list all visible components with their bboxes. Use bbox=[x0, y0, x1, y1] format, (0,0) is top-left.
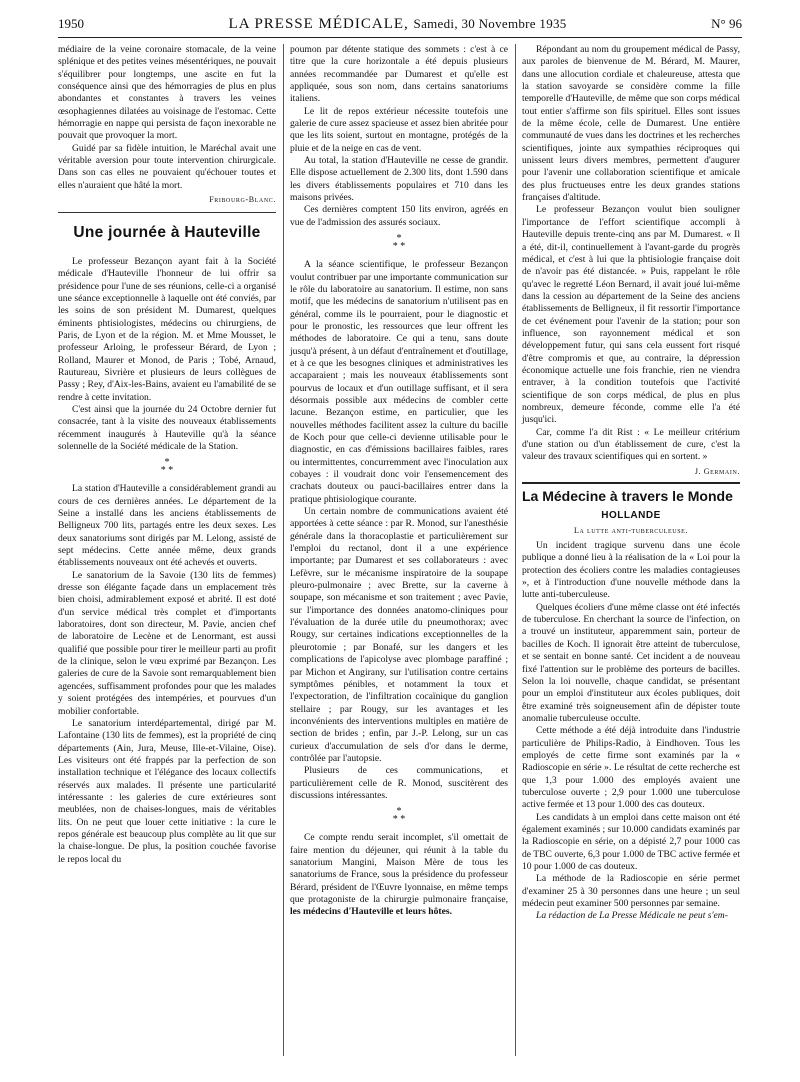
paragraph: Les candidats à un emploi dans cette maison ont été également examinés ; sur 10.000 candidats examinés par la Radioscopie en série, on a dépisté 2,7 pour 1000 cas de TBC ouverte, 6,3 pour 1.000 de TBC active fermée et 10 pour 1.000 de cas douteux. bbox=[522, 811, 740, 872]
paragraph: Quelques écoliers d'une même classe ont été infectés de tuberculose. En cherchant la source de l'infection, on a trouvé un instituteur, apparemment sain, porteur de bacilles de Koch. Il ignorait être atteint de tuberculose, et se sentait en bonne santé. Cet incident a de nouveau fixé l'attention sur le problème des porteurs de bacilles. Selon la loi nouvelle, chaque candidat, se présentant pour un emploi d'instituteur aux écoles publiques, doit être examiné très soigneusement afin de dépister toute anomalie tuberculeuse occulte. bbox=[522, 601, 740, 724]
paragraph: Le sanatorium interdépartemental, dirigé par M. Lafontaine (130 lits de femmes), est la propriété de cinq départements (Ain, Jura, Meuse, Ille-et-Vilaine, Oise). Les visiteurs ont été frappés par la perfection de son installation technique et l'élégance des locaux collectifs réservés aux malades. Il présente une particularité intéressante : les galeries de cure extérieures sont meublées, non de chaises-longues, mais de véritables lits. On ne peut que louer cette initiative : la cure le repos générale est beaucoup plus complète au lit que sur la chaise-longue. De plus, la position couchée favorise le repos local du bbox=[58, 717, 276, 865]
author-signature: Fribourg-Blanc. bbox=[209, 195, 276, 205]
paragraph: A la séance scientifique, le professeur Bezançon voulut contribuer par une importante communication sur le rôle du laboratoire au sanatorium. Il estime, non sans motif, que les médecins de sanatorium n'utilisent pas en général, comme ils le pourraient, pour le diagnostic et pour le pronostic, les ressources que leur offrent les méthodes de laboratoire. Ce qui a tenu, sans doute jusqu'à présent, à un défaut d'entraînement et d'outillage, et à ce que les besognes cliniques et administratives les accaparaient ; mais les nouveaux établissements sont pourvus de locaux et d'un outillage suffisant, et il sera désormais possible aux médecins de combler cette lacune. Bezançon estime, en particulier, que les nouvelles méthodes facilitent assez la culture du bacille de Koch pour que celle-ci devienne utilisable pour le diagnostic, en cas d'émissions bacillaires faibles, rares ou intermittentes, concurremment avec l'inoculation aux cobayes : il voudrait donc voir l'ensemencement des crachats douteux ou pauci-bacillaires entrer dans la pratique phtisiologique courante. bbox=[290, 259, 508, 505]
paragraph: Le professeur Bezançon voulut bien souligner l'importance de l'effort scientifique accompli à Hauteville depuis trente-cinq ans par M. Dumarest. « Il a été, dit-il, continuellement à l'avant-garde du progrès médical, et c'est à lui que la phtisiologie française doit de n'avoir pas été distancée. » Puis, rappelant le rôle qu'avec le regretté Léon Bernard, il avait joué lui-même dans la cession au département de la Seine des anciens établissements de Belligneux, il fit ressortir l'importance de cet événement pour l'avenir de la station; pour son influence, son rayonnement médical et son développement futur, qui sans cela eussent fort risqué d'être compromis et que, au contraire, la dépression économique actuelle une fois franchie, rien ne viendra entraver, à la condition toutefois que l'activité scientifique de son corps médical, de plus en plus nombreux, demeure féconde, comme elle l'a été jusqu'ici. bbox=[522, 204, 740, 426]
paragraph: Ces dernières comptent 150 lits environ, agréés en vue de l'admission des assurés sociaux. bbox=[290, 204, 508, 228]
section-headline: La Médecine à travers le Monde bbox=[522, 488, 733, 505]
section-stars: * * * bbox=[392, 806, 406, 826]
author-signature: J. Germain. bbox=[694, 466, 740, 476]
paragraph: Un incident tragique survenu dans une école publique a donné lieu à la réalisation de la « Loi pour la protection des écoliers contre les maladies contagieuses », et à l'introduction d'une nouvelle méthode dans la lutte anti-tuberculeuse. bbox=[522, 540, 740, 601]
paragraph: Guidé par sa fidèle intuition, le Maréchal avait une véritable aversion pour toute intervention chirurgicale. Dans son cas elles ne pouvaient qu'échouer toutes et elles n'auraient que hâté la mort. bbox=[58, 142, 276, 191]
column-divider bbox=[515, 44, 516, 1056]
paragraph: C'est ainsi que la journée du 24 Octobre dernier fut consacrée, tant à la visite des nouveaux établissements récemment inaugurés à Hauteville qu'à la séance solennelle de la Société médicale de la Station. bbox=[58, 403, 276, 452]
paragraph: La rédaction de La Presse Médicale ne peut s'em- bbox=[536, 910, 728, 922]
article-subtitle: La lutte anti-tuberculeuse. bbox=[573, 525, 689, 535]
paragraph: Plusieurs de ces communications, et particulièrement celle de R. Monod, suscitèrent des discussions intéressantes. bbox=[290, 765, 508, 801]
column-1 bbox=[58, 44, 276, 866]
paragraph bbox=[290, 832, 508, 918]
page-number: 1950 bbox=[58, 16, 84, 31]
header-rule bbox=[58, 37, 742, 38]
paragraph: poumon par détente statique des sommets : c'est à ce titre que la cure horizontale a été depuis plusieurs années recommandée par Dumarest et qu'elle est appliquée, sous son nom, dans certains sanatoriums italiens. bbox=[290, 44, 508, 105]
column-2 bbox=[290, 44, 508, 919]
paragraph-text: Ce compte rendu serait incomplet, s'il omettait de faire mention du déjeuner, qui réunit à la table du sanatorium Mangini, Maison Mère de tous les sanatoriums de France, sous la présidence du professeur Bérard, président de l'Œuvre lyonnaise, en même temps que protagoniste de la chirurgie pulmonaire française, bbox=[290, 832, 508, 905]
issue-date: Samedi, 30 Novembre 1935 bbox=[413, 16, 567, 31]
section-stars: * * * bbox=[392, 233, 406, 253]
column-divider bbox=[283, 44, 284, 1056]
section-rule bbox=[522, 482, 740, 484]
paragraph: Un certain nombre de communications avaient été apportées à cette séance : par R. Monod, sur l'anesthésie générale dans la thoracoplastie et particulièrement sur l'emploi du rectanol, dont il a une expérience importante; par Dumarest et ses collaborateurs : avec Lefèvre, sur le mécanisme inspiratoire de la soupape pleuro-pulmonaire ; avec Brette, sur la caverne à soupape, son mécanisme et son traitement ; avec Pavie, sur l'importance des données anatomo-cliniques pour l'évaluation de la durée utile du pneumothorax; avec Rougy, sur certaines indications exceptionnelles de la pleurotomie ; par Bonafé, sur les dangers et les complications de l'apicolyse avec plombage paraffiné ; par Michon et Angirany, sur l'utilisation contre certains symptômes pénibles, et notamment la toux et l'expectoration, de l'infiltration cocaïnique du ganglion stellaire ; par Rougy, sur les avantages et les inconvénients des interventions multiples en matière de section de brides ; enfin, par J.-P. Lelong, sur un cas curieux d'accumulation de sels d'or dans le derme, contrôlée par l'autopsie. bbox=[290, 506, 508, 764]
paragraph: La méthode de la Radioscopie en série permet d'examiner 25 à 30 personnes dans une heure ; un seul médecin peut examiner 500 personnes par semaine. bbox=[522, 873, 740, 910]
paragraph: médiaire de la veine coronaire stomacale, de la veine splénique et des petites veines mésentériques, ne pouvait s'équilibrer pour longtemps, une ascite en fut la conséquence ainsi que des hémorragies de plus en plus abondantes et constantes à travers les veines œsophagiennes dilatées au voisinage de l'estomac. Cette hémorragie en nappe qui persista de façon inexorable ne pouvait que provoquer la mort. bbox=[58, 44, 276, 142]
paragraph: Répondant au nom du groupement médical de Passy, aux paroles de bienvenue de M. Bérard, M. Maurer, dans une allocution cordiale et chaleureuse, attesta que la station savoyarde se considère comme la fille temporelle d'Hauteville, de même que son corps médical tout entier s'affirme son fils spirituel. Elles sont issues de la même école, celle de Dumarest. Une entière communauté de vues dans les doctrines et les recherches scientifiques, jointe aux sympathies réciproques qui unissent leurs divers membres, permettent d'augurer pour l'avenir une collaboration scientifique et amicale des plus fructueuses entre les deux grandes stations françaises d'altitude. bbox=[522, 44, 740, 204]
paragraph: Cette méthode a été déjà introduite dans l'industrie particulière de Philips-Radio, à Eindhoven. Tous les employés de cette firme sont examinés par la « Radioscopie en série ». Le résultat de cette recherche est que 1,3 pour 1.000 des employés avaient une tuberculose ouverte ; 2,9 pour 1.000 une tuberculose active fermée et 13 pour 1.000 des cas douteux. bbox=[522, 725, 740, 811]
issue-number: N° 96 bbox=[711, 16, 742, 31]
section-stars: * * * bbox=[160, 457, 174, 477]
journal-masthead bbox=[229, 16, 567, 33]
paragraph: Le lit de repos extérieur nécessite toutefois une galerie de cure assez spacieuse et assez bien abritée pour que les lits soient, surtout en montagne, protégés de la pluie et de la neige en cas de vent. bbox=[290, 105, 508, 154]
paragraph: Le sanatorium de la Savoie (130 lits de femmes) dresse son élégante façade dans un emplacement très bien choisi, admirablement exposé et abrité. Il est doté d'un service médical très complet et d'importants laboratoires, dont son directeur, M. Pavie, ancien chef de laboratoire de Lecène et de Lenormant, est aussi qualifié que possible pour tirer le meilleur parti au profit de la clinique, selon le vœu exprimé par Bezançon. Les galeries de cure de la Savoie sont remarquablement bien agencées, suffisamment profondes pour que les malades y soient protégées des intempéries, et pourvues d'un mobilier confortable. bbox=[58, 569, 276, 717]
paragraph: Le professeur Bezançon ayant fait à la Société médicale d'Hauteville l'honneur de lui offrir sa présidence pour l'une de ses réunions, celle-ci a organisé une séance exceptionnelle à laquelle ont été conviés, par les soins de son président M. Dumarest, quelques éminents phtisiologistes, médecins ou chirurgiens, de Paris, de Lyon et de la région. M. et Mme Mousset, le professeur Arloing, le professeur Bérard, de Lyon ; Rolland, Maurer et Monod, de Paris ; Tobé, Arnaud, Rautureau, Sivrière et plusieurs de leurs collègues de Passy ; Rey, d'Aix-les-Bains, avaient eu l'amabilité de se rendre à cette invitation. bbox=[58, 255, 276, 403]
column-3 bbox=[522, 44, 740, 923]
bold-text: les médecins d'Hauteville et leurs hôtes. bbox=[290, 906, 453, 918]
paragraph: Car, comme l'a dit Rist : « Le meilleur critérium d'une station ou d'un établissement de cure, c'est la valeur des travaux scientifiques qui en sortent. » bbox=[522, 426, 740, 463]
paragraph: La station d'Hauteville a considérablement grandi au cours de ces dernières années. Le département de la Seine a installé dans les anciens établissements de Belligneux 700 lits, partagés entre les deux sexes. Les deux sanatoriums sont dirigés par M. Lelong, assisté de sept médecins. Cette année même, deux grands établissements nouveaux ont été achevés et ouverts. bbox=[58, 483, 276, 569]
page-header bbox=[58, 16, 742, 36]
journal-title: LA PRESSE MÉDICALE, bbox=[228, 16, 409, 32]
country-heading: HOLLANDE bbox=[601, 510, 661, 522]
paragraph: Au total, la station d'Hauteville ne cesse de grandir. Elle dispose actuellement de 2.300 lits, dont 1.590 dans les divers établissements populaires et 710 dans les maisons privées. bbox=[290, 155, 508, 204]
article-headline: Une journée à Hauteville bbox=[73, 224, 261, 242]
section-rule bbox=[58, 212, 276, 213]
